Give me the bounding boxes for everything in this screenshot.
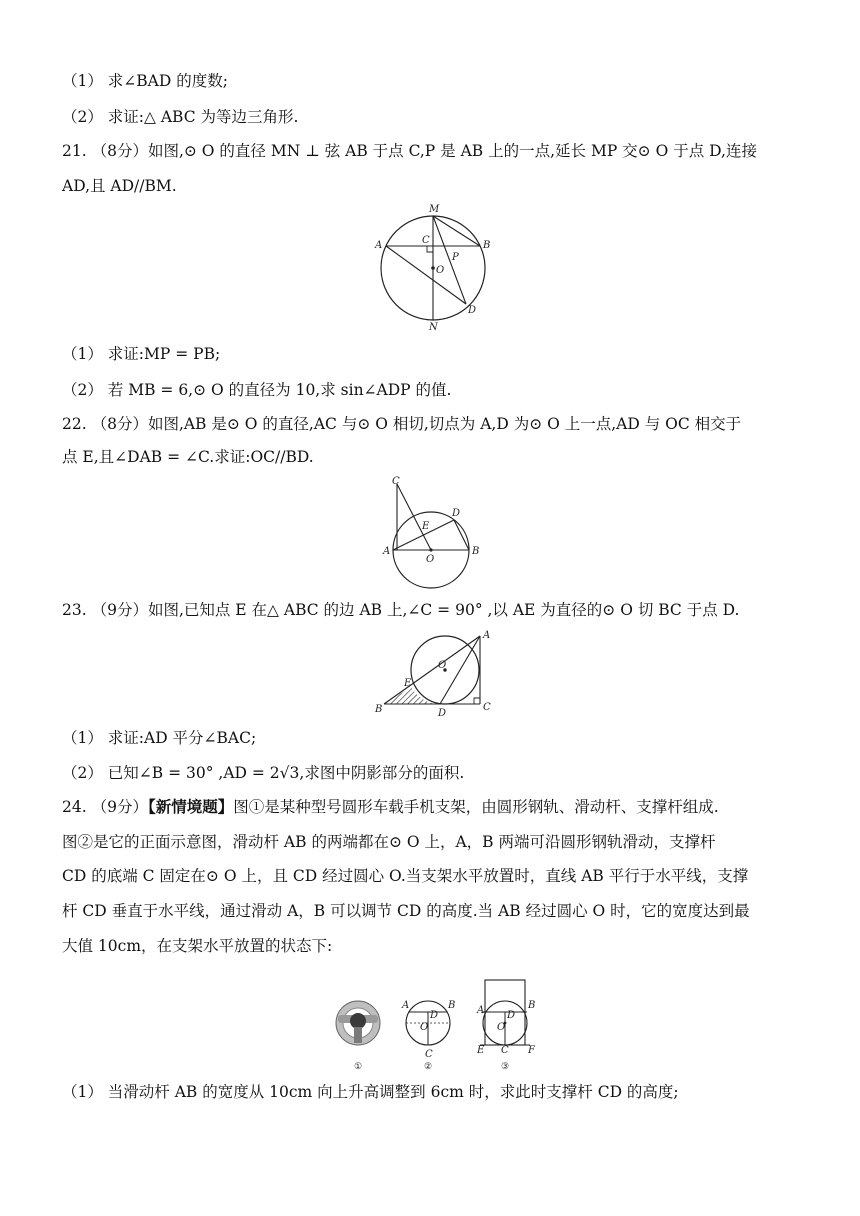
q21-part1: （1） 求证:MP = PB; [62, 345, 221, 363]
fig24-label: O [420, 1022, 429, 1033]
figure-23 [370, 628, 500, 720]
q24-stem-line2: 图②是它的正面示意图，滑动杆 AB 的两端都在⊙ O 上，A，B 两端可沿圆形钢轨滑动，支撑杆 [62, 833, 716, 851]
fig21-label: P [452, 252, 459, 263]
fig21-label: O [436, 265, 445, 276]
fig24-image3 [476, 980, 536, 1056]
q22-stem-line2: 点 E,且∠DAB = ∠C.求证:OC//BD. [62, 448, 314, 466]
fig24-label: D [507, 1010, 516, 1021]
fig24-caption: ② [424, 1062, 433, 1072]
fig24-label: A [402, 1000, 410, 1011]
q23-stem: 23. （9分）如图,已知点 E 在△ ABC 的边 AB 上,∠C = 90° ,以 AE 为直径的⊙ O 切 BC 于点 D. [62, 601, 740, 619]
q23-part2: （2） 已知∠B = 30° ,AD = 2√3,求图中阴影部分的面积. [62, 764, 465, 782]
figure-24 [330, 975, 540, 1075]
fig22-label: E [422, 521, 430, 532]
figure-22 [380, 474, 490, 594]
q20-part2: （2） 求证:△ ABC 为等边三角形. [62, 108, 299, 126]
fig24-label: A [477, 1005, 485, 1016]
fig24-label: E [477, 1045, 485, 1056]
q24-stem-line1 [62, 796, 719, 818]
fig24-caption: ① [354, 1062, 363, 1072]
q24-stem-line3: CD 的底端 C 固定在⊙ O 上，且 CD 经过圆心 O.当支架水平放置时，直线 AB 平行于水平线，支撑 [62, 867, 749, 885]
q23-part1: （1） 求证:AD 平分∠BAC; [62, 729, 257, 747]
fig24-caption: ③ [501, 1062, 510, 1072]
q24-tag: 【新情境题】 [147, 797, 234, 816]
fig23-label: E [404, 678, 412, 689]
fig22-label: O [426, 554, 435, 565]
fig21-label: C [422, 235, 430, 246]
q21-stem-line1: 21. （8分）如图,⊙ O 的直径 MN ⊥ 弦 AB 于点 C,P 是 AB 上的一点,延长 MP 交⊙ O 于点 D,连接 [62, 142, 757, 160]
fig21-label: D [468, 305, 477, 316]
figure-21 [370, 200, 500, 340]
fig24-label: B [528, 1000, 536, 1011]
fig24-label: O [497, 1022, 506, 1033]
q24-part1: （1） 当滑动杆 AB 的宽度从 10cm 向上升高调整到 6cm 时，求此时支撑杆 CD 的高度; [62, 1083, 679, 1101]
fig24-image2 [401, 1000, 455, 1060]
q20-part1: （1） 求∠BAD 的度数; [62, 72, 228, 90]
fig22-label: D [452, 508, 461, 519]
fig21-label: A [375, 240, 383, 251]
fig24-label: F [528, 1045, 535, 1056]
fig24-label: C [501, 1045, 509, 1056]
fig22-label: A [383, 546, 391, 557]
q24-text: 图①是某种型号圆形车载手机支架，由圆形钢轨、滑动杆、支撑杆组成. [233, 798, 719, 816]
fig23-label: O [438, 660, 447, 671]
q24-number: 24. （9分） [62, 798, 148, 816]
fig23-label: C [483, 702, 491, 713]
fig24-label: B [448, 1000, 456, 1011]
fig21-label: M [429, 204, 440, 215]
fig22-label: B [472, 546, 480, 557]
q24-stem-line5: 大值 10cm，在支架水平放置的状态下: [62, 937, 333, 955]
fig23-label: D [438, 708, 447, 719]
q21-part2: （2） 若 MB = 6,⊙ O 的直径为 10,求 sin∠ADP 的值. [62, 381, 452, 399]
fig23-label: B [375, 704, 383, 715]
fig22-label: C [392, 476, 400, 487]
q24-stem-line4: 杆 CD 垂直于水平线，通过滑动 A，B 可以调节 CD 的高度.当 AB 经过圆心 O 时，它的宽度达到最 [62, 902, 750, 920]
fig23-label: A [483, 630, 491, 641]
fig21-label: N [429, 322, 438, 333]
q21-stem-line2: AD,且 AD//BM. [62, 177, 177, 195]
fig24-image1 [336, 1001, 380, 1045]
fig21-label: B [483, 240, 491, 251]
q22-stem-line1: 22. （8分）如图,AB 是⊙ O 的直径,AC 与⊙ O 相切,切点为 A,D 为⊙ O 上一点,AD 与 OC 相交于 [62, 415, 742, 433]
fig24-label: D [430, 1010, 439, 1021]
fig24-label: C [425, 1049, 433, 1060]
